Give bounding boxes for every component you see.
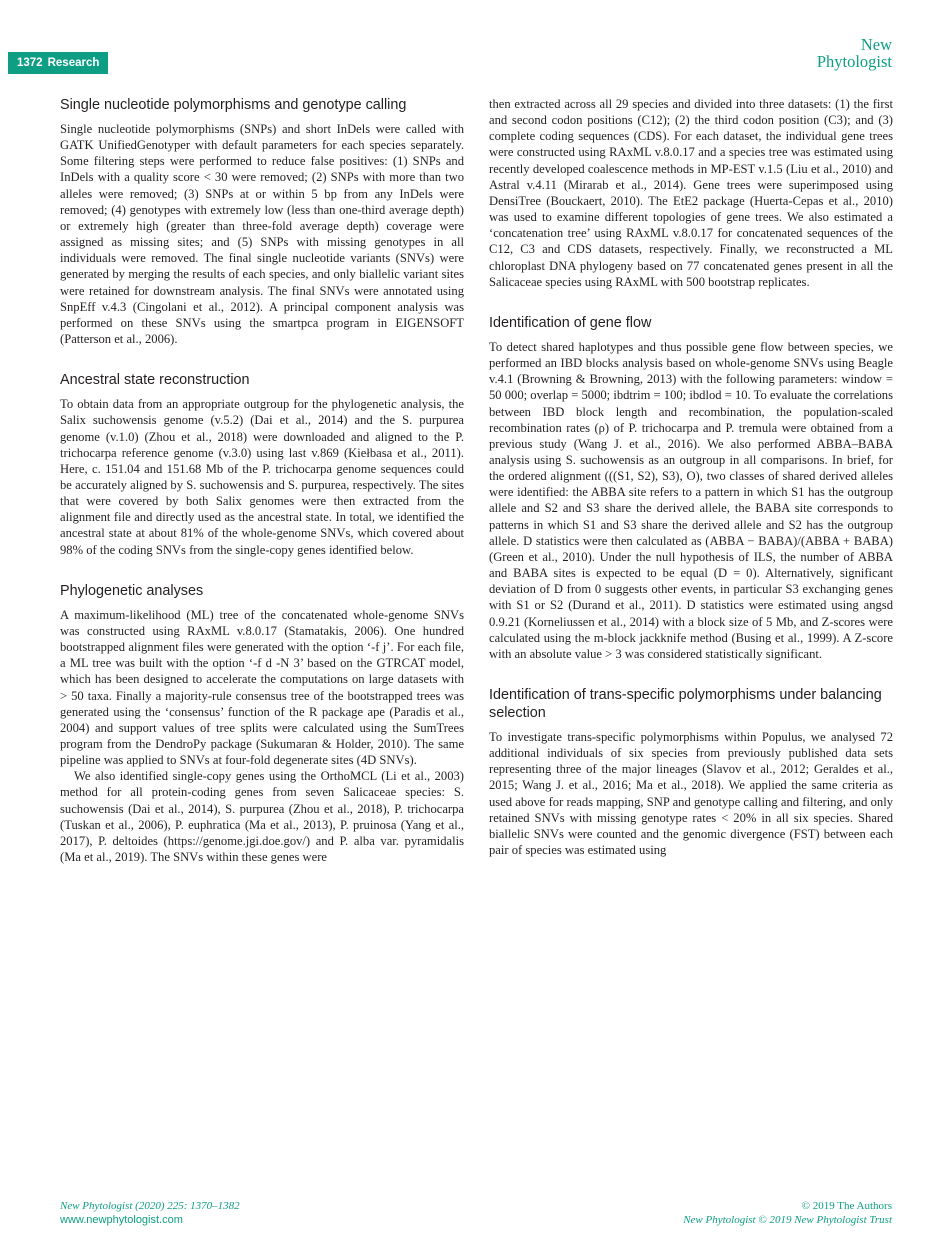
- section-heading: Identification of gene flow: [489, 314, 652, 331]
- section-heading: Ancestral state reconstruction: [60, 372, 250, 389]
- journal-logo: [817, 36, 892, 70]
- paragraph: then extracted across all 29 species and divided into three datasets: (1) the first and second codon positions (C12); (2) the third codon position (C3); and (3) complete coding sequences (CDS). For each dataset, the individual gene trees were constructed using RAxML v.8.0.17 and a species tree was estimated using recently developed coalescence methods in MP-EST v.1.5 (Liu et al., 2010) and Astral v.4.11 (Mirarab et al., 2014). Gene trees were superimposed using DensiTree (Bouckaert, 2010). The EtE2 package (Huerta-Cepas et al., 2010) was used to examine different topologies of gene trees. We also estimated a ‘concatenation tree’ using RAxML v.8.0.17 for concatenated sequences of the C12, C3 and CDS datasets, respectively. Finally, we reconstructed a ML chloroplast DNA phylogeny based on 77 concatenated genes present in all the Salicaceae species using RAxML with 500 bootstrap replicates.: [489, 97, 893, 289]
- section-ancestral-state: [60, 371, 464, 558]
- page-number: 1372: [17, 57, 43, 69]
- footer-citation: New Phytologist (2020) 225: 1370–1382: [60, 1200, 240, 1212]
- section-heading: Phylogenetic analyses: [60, 582, 204, 599]
- paragraph: We also identified single-copy genes using the OrthoMCL (Li et al., 2003) method for all protein-coding genes from seven Salicaceae species: S. suchowensis (Dai et al., 2014), S. purpurea (Zhou et al., 2018), P. trichocarpa (Tuskan et al., 2006), P. euphratica (Ma et al., 2013), P. pruinosa (Yang et al., 2017), P. deltoides (https://genome.jgi.doe.gov/) and P. alba var. pyramidalis (Ma et al., 2019). The SNVs within these genes were: [60, 769, 464, 865]
- journal-logo-line1: New: [860, 35, 892, 54]
- paragraph: Single nucleotide polymorphisms (SNPs) and short InDels were called with GATK UnifiedGenotyper with default parameters for each species separately. Some filtering steps were performed to reduce false positives: (1) SNPs and InDels with a quality score < 30 were removed; (2) SNPs with more than two alleles were removed; (3) SNPs at or within 5 bp from any InDels were removed; (4) genotypes with extremely low (less than one-third average depth) or extremely high (greater than three-fold average depth) coverage were assigned as missing sites; and (5) SNPs with missing genotypes in all individuals were removed. The final single nucleotide variants (SNVs) were generated by merging the results of each species, and only biallelic variant sites were retained for downstream analysis. The final SNVs were annotated using SnpEff v.4.3 (Cingolani et al., 2012). A principal component analysis was performed on these SNVs using the smartpca program in EIGENSOFT (Patterson et al., 2006).: [60, 122, 464, 347]
- section-heading: Identification of trans-specific polymorphisms under balancing selection: [489, 687, 882, 721]
- right-column: [489, 96, 893, 882]
- journal-logo-line2: Phytologist: [816, 52, 892, 71]
- section-trans-specific-polymorphisms: [489, 686, 893, 858]
- paragraph: To investigate trans-specific polymorphisms within Populus, we analysed 72 additional individuals of six species from previously published data sets representing three of the major lineages (Slavov et al., 2012; Geraldes et al., 2015; Wang J. et al., 2016; Ma et al., 2018). We applied the same criteria as used above for reads mapping, SNP and genotype calling and filtering, and only retained SNVs with missing genotype rates < 20% in all six species. Shared biallelic SNVs were counted and the genomic divergence (FST) between each pair of species was estimated using: [489, 730, 893, 858]
- section-continued: [489, 96, 893, 290]
- footer-left: [60, 1199, 240, 1227]
- section-snp-calling: [60, 96, 464, 347]
- section-gene-flow: [489, 314, 893, 662]
- section-label: Research: [47, 57, 100, 69]
- section-phylogenetic-analyses: [60, 582, 464, 866]
- page-badge: [8, 52, 108, 74]
- left-column: [60, 96, 464, 889]
- paragraph: To detect shared haplotypes and thus possible gene flow between species, we performed an IBD blocks analysis based on whole-genome SNVs using Beagle v.4.1 (Browning & Browning, 2013) with the following parameters: window = 50 000; overlap = 5000; ibdtrim = 100; ibdlod = 10. To evaluate the correlations between IBD block length and recombination, the population-scaled recombination rates (ρ) of P. trichocarpa and P. tremula were obtained from a previous study (Wang J. et al., 2016). We also performed ABBA–BABA analysis using S. suchowensis as an outgroup in all comparisons. In brief, for the ordered alignment (((S1, S2), S3), O), two classes of shared derived alleles were identified: the ABBA site refers to a pattern in which S1 has the outgroup allele and S2 and S3 share the derived allele, the BABA site corresponds to patterns in which S1 and S3 share the derived allele and S2 has the outgroup allele. D statistics were then calculated as (ABBA − BABA)/(ABBA + BABA) (Green et al., 2010). Under the null hypothesis of ILS, the number of ABBA and BABA sites is expected to be equal (D = 0). Alternatively, significant deviation of D from 0 suggests other events, in particular S3 exchanging genes with S1 or S2 (Durand et al., 2011). D statistics were estimated using angsd 0.9.21 (Korneliussen et al., 2014) with a block size of 5 Mb, and Z-scores were calculated using the m-block jackknife method (Busing et al., 1999). A Z-score with an absolute value > 3 was considered statistically significant.: [489, 339, 893, 661]
- section-heading: Single nucleotide polymorphisms and genotype calling: [60, 97, 407, 113]
- footer-right: [683, 1199, 892, 1227]
- paragraph: To obtain data from an appropriate outgroup for the phylogenetic analysis, the Salix suchowensis genome (v.5.2) (Dai et al., 2014) and the S. purpurea genome (v.1.0) (Zhou et al., 2018) were downloaded and aligned to the P. trichocarpa reference genome (v.3.0) using last v.869 (Kiełbasa et al., 2011). Here, c. 151.04 and 151.68 Mb of the P. trichocarpa genome sequences could be accurately aligned by S. suchowensis and S. purpurea, respectively. The sites that were covered by both Salix genomes were then extracted from the alignment file and directly used as the ancestral state. In total, we identified the ancestral state at about 81% of the whole-genome SNVs, which covered about 98% of the coding SNVs from the single-copy genes identified below.: [60, 397, 464, 557]
- footer-website-link[interactable]: www.newphytologist.com: [60, 1214, 183, 1226]
- footer-publisher: New Phytologist © 2019 New Phytologist Trust: [683, 1214, 892, 1226]
- paragraph: A maximum-likelihood (ML) tree of the concatenated whole-genome SNVs was constructed using RAxML v.8.0.17 (Stamatakis, 2006). One hundred bootstrapped alignment files were generated with the option ‘-f j’. For each file, a ML tree was built with the option ‘-f d -N 3’ based on the GTRCAT model, which has been designed to accelerate the computations on large datasets with > 50 taxa. Finally a majority-rule consensus tree of the bootstrapped trees was generated using the ‘consensus’ function of the R package ape (Paradis et al., 2004) and support values of tree splits were calculated using the SumTrees program from the DendroPy package (Sukumaran & Holder, 2010). The same pipeline was applied to SNVs at four-fold degenerate sites (4D SNVs).: [60, 607, 464, 768]
- footer-copyright: © 2019 The Authors: [801, 1200, 892, 1212]
